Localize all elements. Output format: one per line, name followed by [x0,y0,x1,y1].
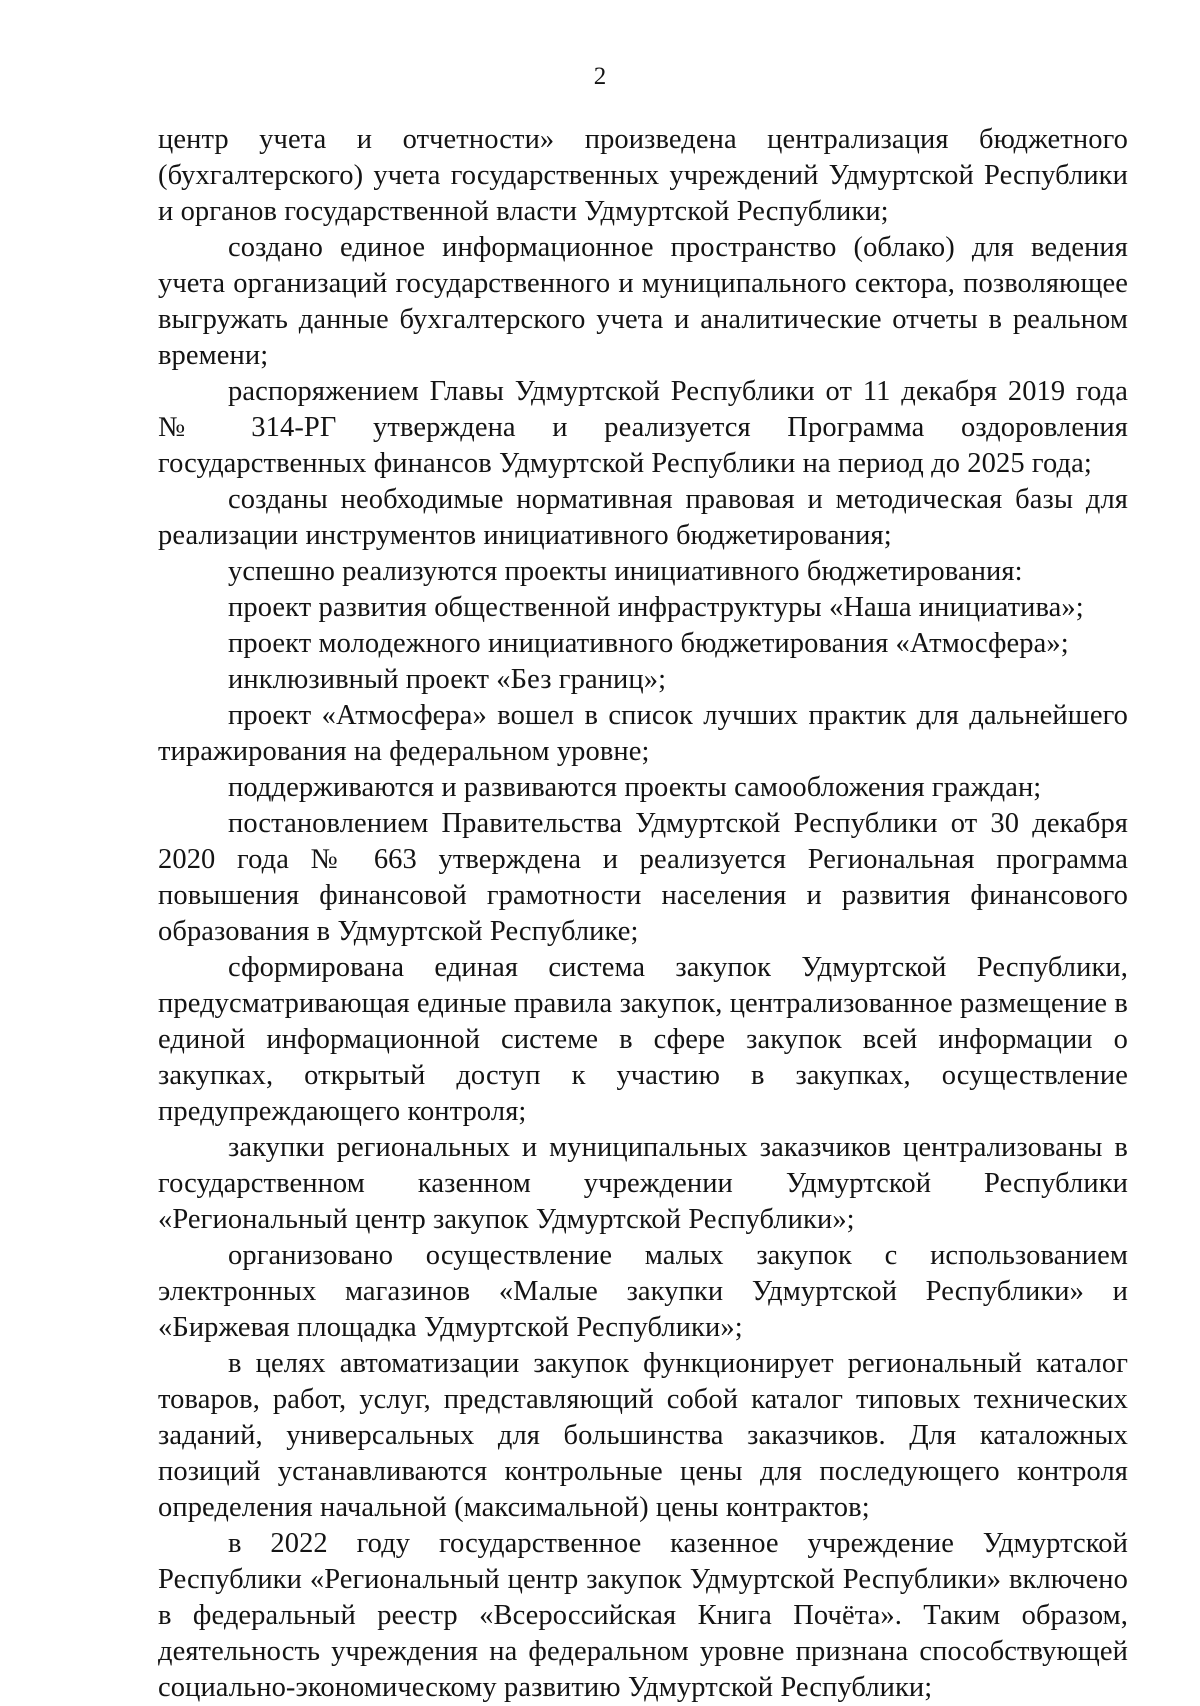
paragraph: распоряжением Главы Удмуртской Республики от 11 декабря 2019 года № 314-РГ утверждена и реализуется Программа оздоровления государственных финансов Удмуртской Республики на период до 2025 года; [158,376,1128,479]
paragraph: проект молодежного инициативного бюджетирования «Атмосфера»; [228,628,1069,659]
paragraph: организовано осуществление малых закупок с использованием электронных магазинов «Малые закупки Удмуртской Республики» и «Биржевая площадка Удмуртской Республики»; [158,1240,1128,1343]
paragraph: поддерживаются и развиваются проекты самообложения граждан; [228,772,1042,803]
paragraph: в 2022 году государственное казенное учреждение Удмуртской Республики «Региональный центр закупок Удмуртской Республики» включено в федеральный реестр «Всероссийская Книга Почёта». Таким образом, деятельность учреждения на федеральном уровне признана способствующей социально-экономическому развитию Удмуртской Республики; [158,1528,1128,1703]
paragraph: проект развития общественной инфраструктуры «Наша инициатива»; [228,592,1084,623]
paragraph: инклюзивный проект «Без границ»; [228,664,667,695]
document-body [158,122,1128,1706]
paragraph: проект «Атмосфера» вошел в список лучших практик для дальнейшего тиражирования на федеральном уровне; [158,700,1128,767]
paragraph: в целях автоматизации закупок функционирует региональный каталог товаров, работ, услуг, представляющий собой каталог типовых технических заданий, универсальных для большинства заказчиков. Для каталожных позиций устанавливаются контрольные цены для последующего контроля определения начальной (максимальной) цены контрактов; [158,1348,1128,1523]
paragraph: созданы необходимые нормативная правовая и методическая базы для реализации инструментов инициативного бюджетирования; [158,484,1128,551]
paragraph: закупки региональных и муниципальных заказчиков централизованы в государственном казенном учреждении Удмуртской Республики «Региональный центр закупок Удмуртской Республики»; [158,1132,1128,1235]
paragraph: создано единое информационное пространство (облако) для ведения учета организаций государственного и муниципального сектора, позволяющее выгружать данные бухгалтерского учета и аналитические отчеты в реальном времени; [158,232,1128,371]
paragraph: центр учета и отчетности» произведена централизация бюджетного (бухгалтерского) учета государственных учреждений Удмуртской Республики и органов государственной власти Удмуртской Республики; [158,124,1128,227]
paragraph: успешно реализуются проекты инициативного бюджетирования: [228,556,1023,587]
paragraph: сформирована единая система закупок Удмуртской Республики, предусматривающая единые правила закупок, централизованное размещение в единой информационной системе в сфере закупок всей информации о закупках, открытый доступ к участию в закупках, осуществление предупреждающего контроля; [158,952,1128,1127]
paragraph: постановлением Правительства Удмуртской Республики от 30 декабря 2020 года № 663 утверждена и реализуется Региональная программа повышения финансовой грамотности населения и развития финансового образования в Удмуртской Республике; [158,808,1128,947]
page-number: 2 [593,63,607,90]
